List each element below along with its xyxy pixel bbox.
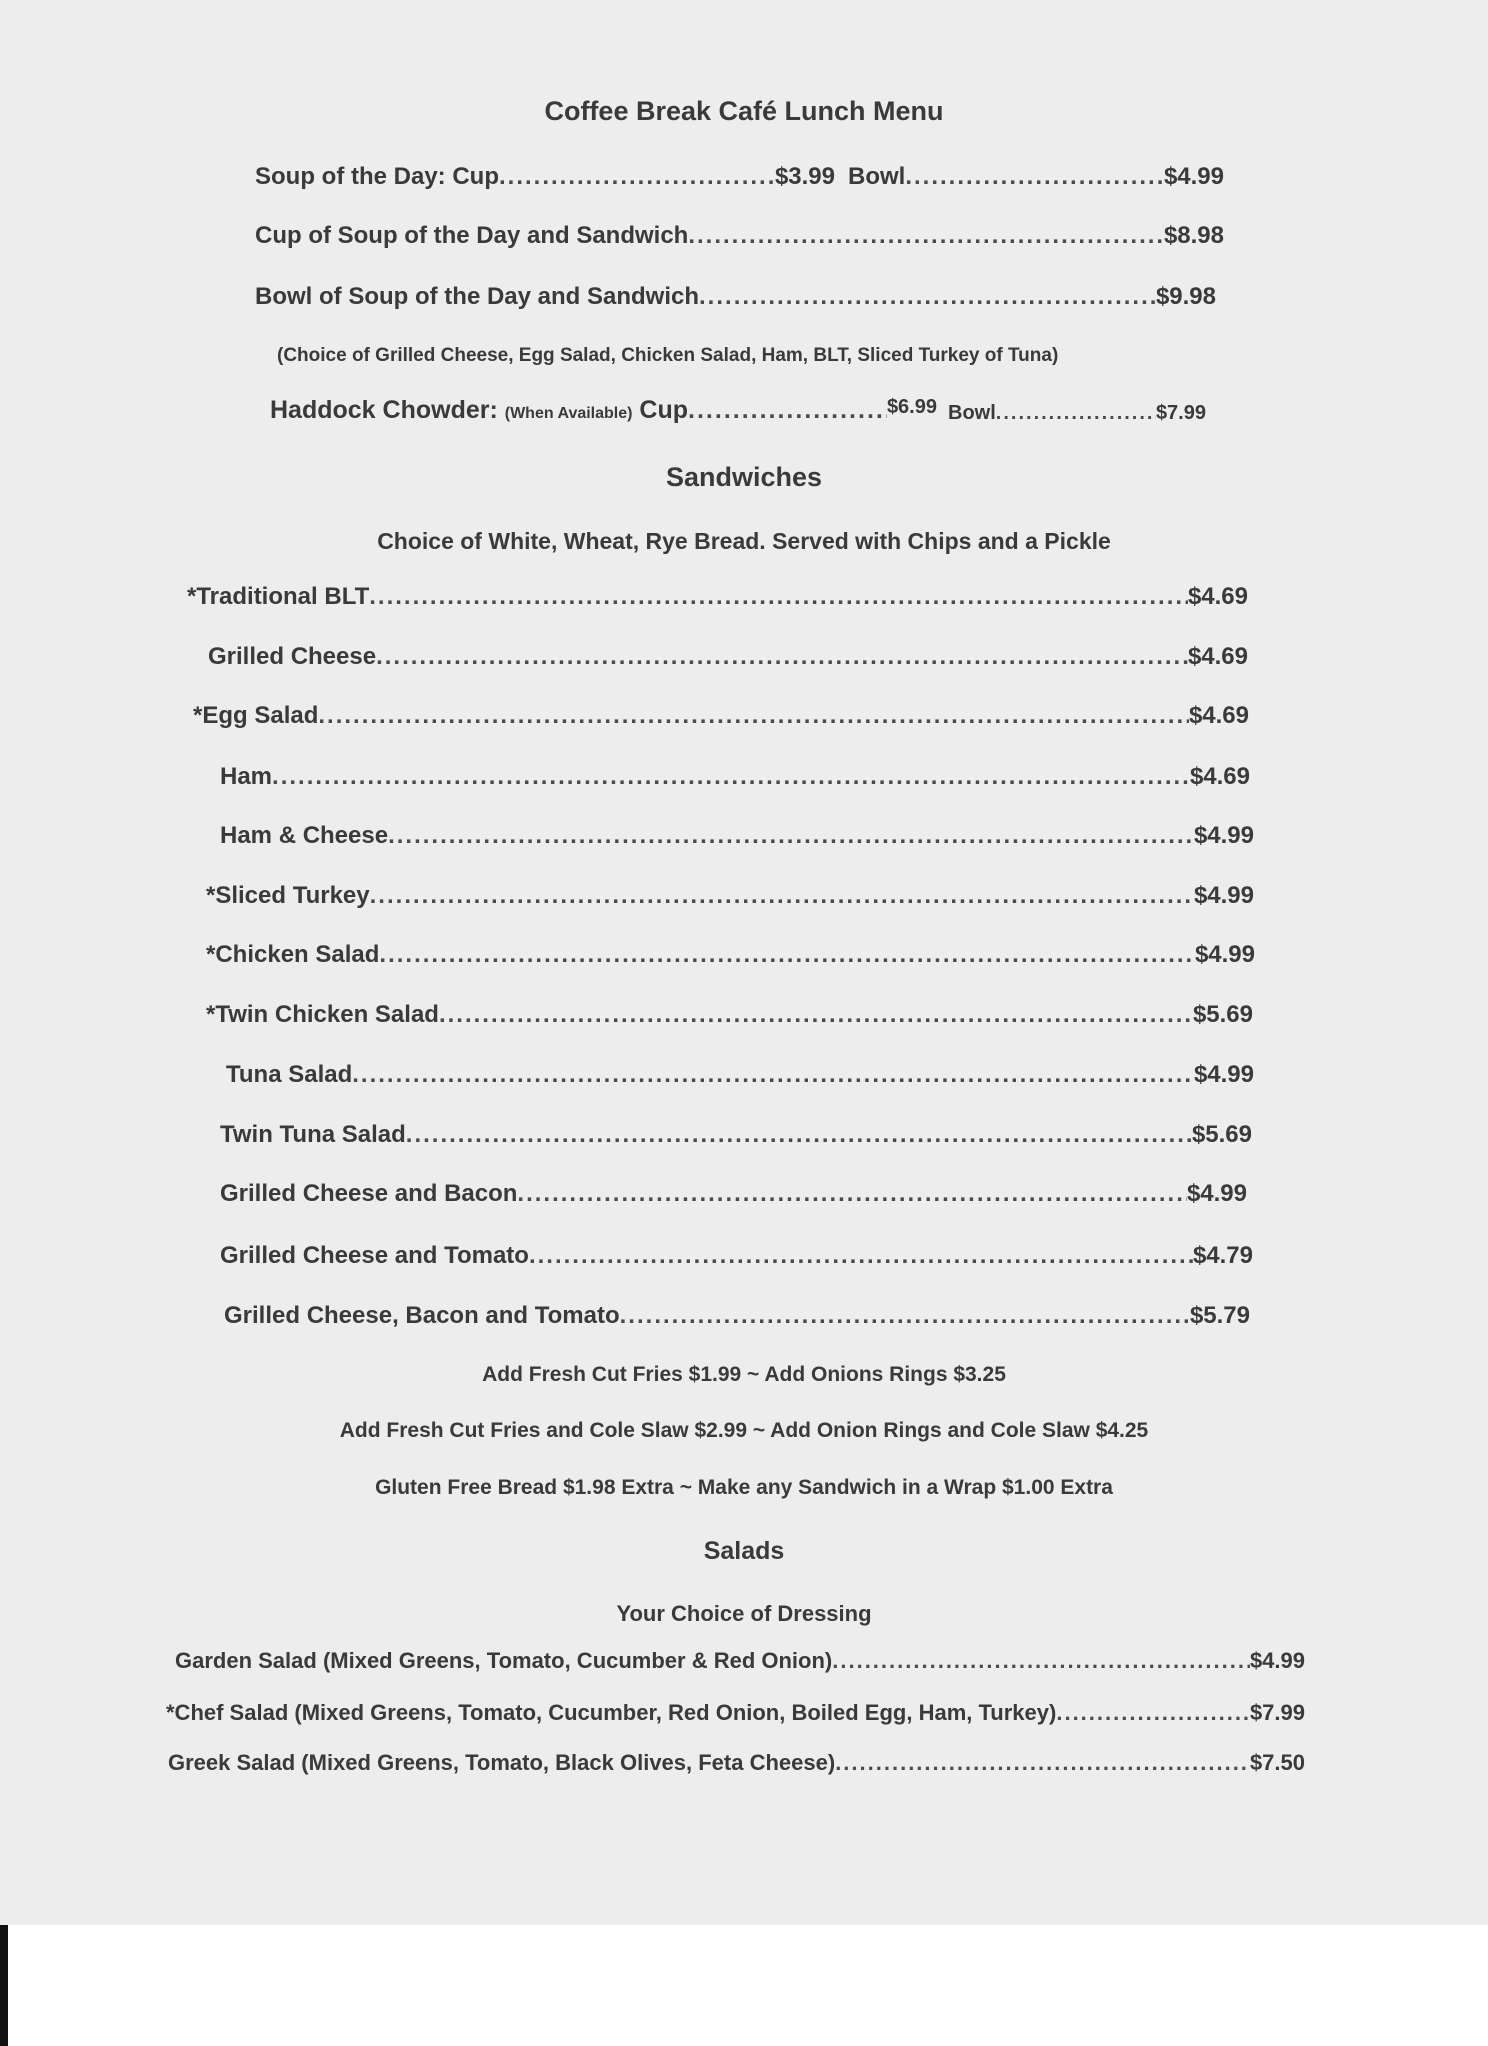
sandwich-item	[206, 882, 1254, 910]
soup-cup-price: $3.99	[774, 163, 835, 190]
menu-item-price: $4.99	[1193, 1061, 1254, 1088]
leader-dots	[352, 1061, 1194, 1089]
menu-item-price: $4.69	[1188, 702, 1249, 729]
menu-item-name: Ham	[220, 763, 273, 790]
addon-line: Gluten Free Bread $1.98 Extra ~ Make any Sandwich in a Wrap $1.00 Extra	[375, 1476, 1113, 1499]
leader-dots	[620, 1302, 1190, 1330]
menu-item-price: $4.99	[1194, 941, 1255, 968]
leader-dots	[832, 1648, 1250, 1674]
salad-item	[166, 1700, 1305, 1726]
leader-dots	[388, 822, 1194, 850]
menu-item-name: Grilled Cheese	[208, 643, 377, 670]
sandwich-item	[193, 702, 1249, 730]
salads-subheading: Your Choice of Dressing	[616, 1601, 872, 1626]
menu-item-name: *Chicken Salad	[206, 941, 380, 968]
menu-item-price: $7.50	[1249, 1750, 1305, 1775]
menu-item-price: $4.99	[1193, 882, 1254, 909]
chowder-availability-note: (When Available)	[504, 405, 633, 422]
sandwich-item	[224, 1302, 1250, 1330]
leader-dots	[699, 283, 1156, 311]
menu-item-price: $4.99	[1193, 822, 1254, 849]
menu-item-name: *Egg Salad	[193, 702, 319, 729]
soup-bowl-price: $4.99	[1163, 163, 1224, 190]
soup-bowl-label: Bowl	[848, 163, 906, 190]
menu-item-name: *Sliced Turkey	[206, 882, 370, 909]
menu-item-name: Grilled Cheese and Tomato	[220, 1242, 529, 1269]
sandwich-item	[206, 1001, 1253, 1029]
sandwiches-heading: Sandwiches	[665, 462, 823, 492]
cup-soup-sandwich-row	[255, 222, 1224, 250]
leader-dots	[688, 222, 1164, 250]
menu-item-price: $4.99	[1249, 1648, 1305, 1673]
menu-item-name: Greek Salad (Mixed Greens, Tomato, Black Olives, Feta Cheese)	[168, 1750, 836, 1775]
leader-dots	[996, 402, 1156, 425]
menu-item-name: Tuna Salad	[226, 1061, 353, 1088]
soup-of-day-cup-row	[255, 163, 835, 191]
chowder-cup-label: Cup	[639, 396, 689, 424]
chowder-bowl-label: Bowl	[948, 402, 996, 424]
menu-item-price: $5.79	[1189, 1302, 1250, 1329]
bowl-soup-sandwich-row	[255, 283, 1216, 311]
addon-line: Add Fresh Cut Fries and Cole Slaw $2.99 ~ Add Onion Rings and Cole Slaw $4.25	[339, 1419, 1149, 1442]
menu-item-name: Cup of Soup of the Day and Sandwich	[255, 222, 689, 249]
leader-dots	[439, 1001, 1193, 1029]
leader-dots	[517, 1180, 1187, 1208]
chowder-title: Haddock Chowder:	[270, 396, 498, 424]
sandwich-item	[220, 822, 1254, 850]
sandwich-item	[206, 941, 1255, 969]
leader-dots	[406, 1121, 1192, 1149]
salad-item	[168, 1750, 1305, 1776]
leader-dots	[379, 941, 1195, 969]
menu-item-name: Garden Salad (Mixed Greens, Tomato, Cucumber & Red Onion)	[175, 1648, 833, 1673]
sandwiches-subheading: Choice of White, Wheat, Rye Bread. Served with Chips and a Pickle	[377, 528, 1111, 554]
menu-item-price: $5.69	[1191, 1121, 1252, 1148]
leader-dots	[1056, 1700, 1250, 1726]
chowder-label	[270, 396, 688, 425]
addon-line: Add Fresh Cut Fries $1.99 ~ Add Onions Rings $3.25	[482, 1363, 1006, 1386]
menu-item-name: Grilled Cheese and Bacon	[220, 1180, 518, 1207]
sandwich-item	[220, 1242, 1253, 1270]
sandwich-item	[220, 763, 1250, 791]
menu-item-price: $8.98	[1163, 222, 1224, 249]
soup-cup-label: Soup of the Day: Cup	[255, 163, 499, 190]
leader-dots	[688, 396, 887, 425]
sandwich-item	[187, 583, 1248, 611]
sandwich-item	[220, 1180, 1247, 1208]
salads-heading: Salads	[703, 1537, 785, 1565]
scan-border	[0, 1925, 8, 2046]
menu-item-price: $4.69	[1189, 763, 1250, 790]
chowder-cup-price: $6.99	[886, 396, 937, 418]
leader-dots	[376, 643, 1188, 671]
menu-item-price: $4.79	[1192, 1242, 1253, 1269]
menu-item-price: $5.69	[1192, 1001, 1253, 1028]
menu-item-price: $9.98	[1155, 283, 1216, 310]
menu-title: Coffee Break Café Lunch Menu	[544, 96, 944, 126]
leader-dots	[905, 163, 1164, 191]
soup-of-day-bowl-row	[848, 163, 1224, 191]
menu-item-name: *Chef Salad (Mixed Greens, Tomato, Cucumber, Red Onion, Boiled Egg, Ham, Turkey)	[166, 1700, 1057, 1725]
leader-dots	[318, 702, 1189, 730]
menu-item-price: $4.69	[1187, 583, 1248, 610]
salad-item	[175, 1648, 1305, 1674]
sandwich-item	[220, 1121, 1252, 1149]
haddock-chowder-bowl-row	[948, 402, 1206, 425]
sandwich-item	[226, 1061, 1254, 1089]
menu-item-price: $7.99	[1249, 1700, 1305, 1725]
menu-item-name: Grilled Cheese, Bacon and Tomato	[224, 1302, 620, 1329]
leader-dots	[529, 1242, 1193, 1270]
sandwich-choice-note: (Choice of Grilled Cheese, Egg Salad, Chicken Salad, Ham, BLT, Sliced Turkey of Tuna)	[277, 345, 1059, 366]
menu-item-price: $4.69	[1187, 643, 1248, 670]
chowder-bowl-price: $7.99	[1155, 402, 1206, 424]
leader-dots	[370, 882, 1194, 910]
menu-item-name: Bowl of Soup of the Day and Sandwich	[255, 283, 700, 310]
leader-dots	[369, 583, 1188, 611]
sandwich-item	[208, 643, 1248, 671]
menu-item-name: *Twin Chicken Salad	[206, 1001, 439, 1028]
menu-item-name: *Traditional BLT	[187, 583, 370, 610]
menu-item-name: Ham & Cheese	[220, 822, 389, 849]
haddock-chowder-cup-row	[270, 396, 937, 425]
leader-dots	[835, 1750, 1250, 1776]
leader-dots	[272, 763, 1190, 791]
leader-dots	[499, 163, 775, 191]
menu-item-price: $4.99	[1186, 1180, 1247, 1207]
menu-item-name: Twin Tuna Salad	[220, 1121, 406, 1148]
